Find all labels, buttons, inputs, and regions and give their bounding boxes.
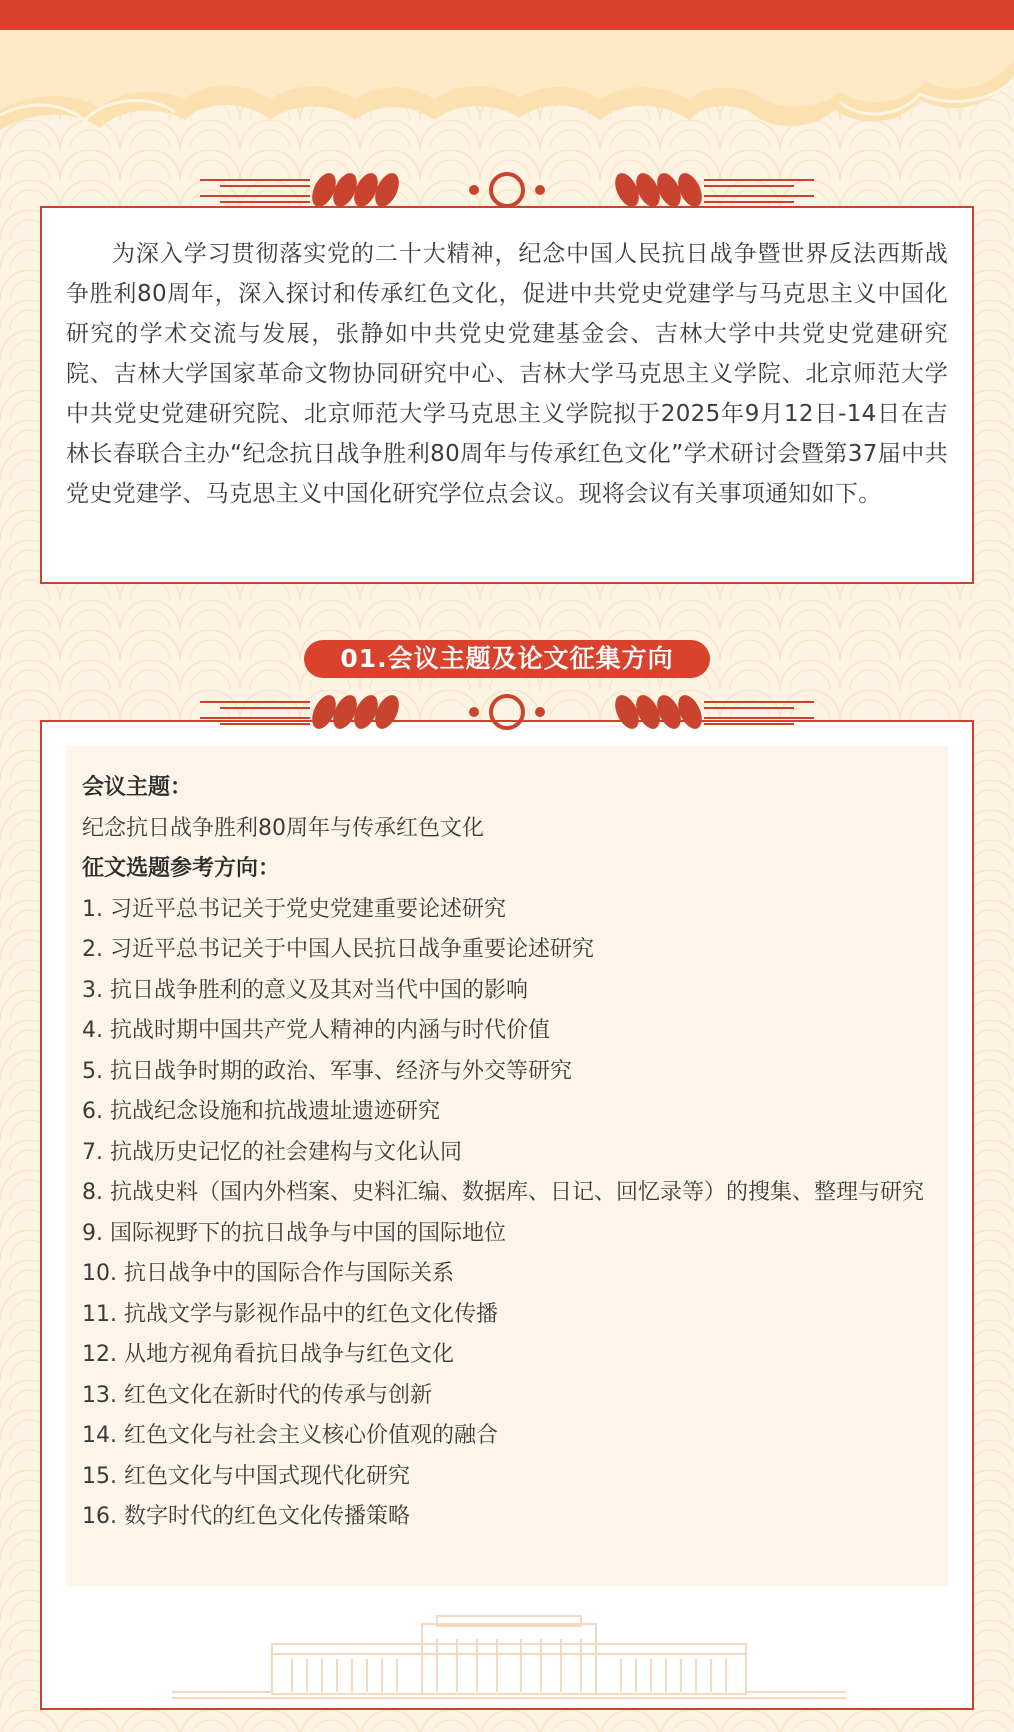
topic-item: 14. 红色文化与社会主义核心价值观的融合 <box>82 1423 498 1448</box>
topic-item: 6. 抗战纪念设施和抗战遗址遗迹研究 <box>82 1099 440 1124</box>
topics-panel <box>66 746 948 1586</box>
section-title-badge: 01.会议主题及论文征集方向 <box>304 640 710 678</box>
topic-item: 7. 抗战历史记忆的社会建构与文化认同 <box>82 1139 462 1165</box>
theme-label: 会议主题： <box>82 775 193 800</box>
cloud-decoration <box>0 20 1014 150</box>
topic-item: 16. 数字时代的红色文化传播策略 <box>82 1504 410 1529</box>
topic-item: 4. 抗战时期中国共产党人精神的内涵与时代价值 <box>82 1018 550 1043</box>
topic-item: 11. 抗战文学与影视作品中的红色文化传播 <box>82 1301 498 1327</box>
top-red-banner <box>0 0 1014 30</box>
topic-item: 2. 习近平总书记关于中国人民抗日战争重要论述研究 <box>82 937 594 962</box>
topic-item: 10. 抗日战争中的国际合作与国际关系 <box>82 1261 454 1286</box>
topic-item: 8. 抗战史料（国内外档案、史料汇编、数据库、日记、回忆录等）的搜集、整理与研究 <box>82 1180 924 1205</box>
topic-item: 1. 习近平总书记关于党史党建重要论述研究 <box>82 896 506 922</box>
wheat-ornament-divider <box>200 688 814 736</box>
theme-text: 纪念抗日战争胜利80周年与传承红色文化 <box>82 815 484 841</box>
topic-item: 9. 国际视野下的抗日战争与中国的国际地位 <box>82 1220 506 1246</box>
topic-item: 15. 红色文化与中国式现代化研究 <box>82 1463 410 1489</box>
wheat-ornament-divider <box>200 166 814 214</box>
topics-card <box>40 720 974 1710</box>
topic-item: 12. 从地方视角看抗日战争与红色文化 <box>82 1342 454 1367</box>
topics-label: 征文选题参考方向： <box>82 856 281 881</box>
building-watermark <box>172 1614 846 1700</box>
intro-paragraph: 为深入学习贯彻落实党的二十大精神，纪念中国人民抗日战争暨世界反法西斯战争胜利80周年，深入探讨和传承红色文化，促进中共党史党建学与马克思主义中国化研究的学术交流与发展，张静如中共党史党建基金会、吉林大学中共党史党建研究院、吉林大学国家革命文物协同研究中心、吉林大学马克思主义学院、北京师范大学中共党史党建研究院、北京师范大学马克思主义学院拟于2025年9月12日-14日在吉林长春联合主办“纪念抗日战争胜利80周年与传承红色文化”学术研讨会暨第37届中共党史党建学、马克思主义中国化研究学位点会议。现将会议有关事项通知如下。 <box>66 241 948 507</box>
intro-card <box>40 206 974 584</box>
topic-item: 3. 抗日战争胜利的意义及其对当代中国的影响 <box>82 977 528 1003</box>
topic-item: 13. 红色文化在新时代的传承与创新 <box>82 1382 432 1408</box>
topic-item: 5. 抗日战争时期的政治、军事、经济与外交等研究 <box>82 1058 572 1084</box>
